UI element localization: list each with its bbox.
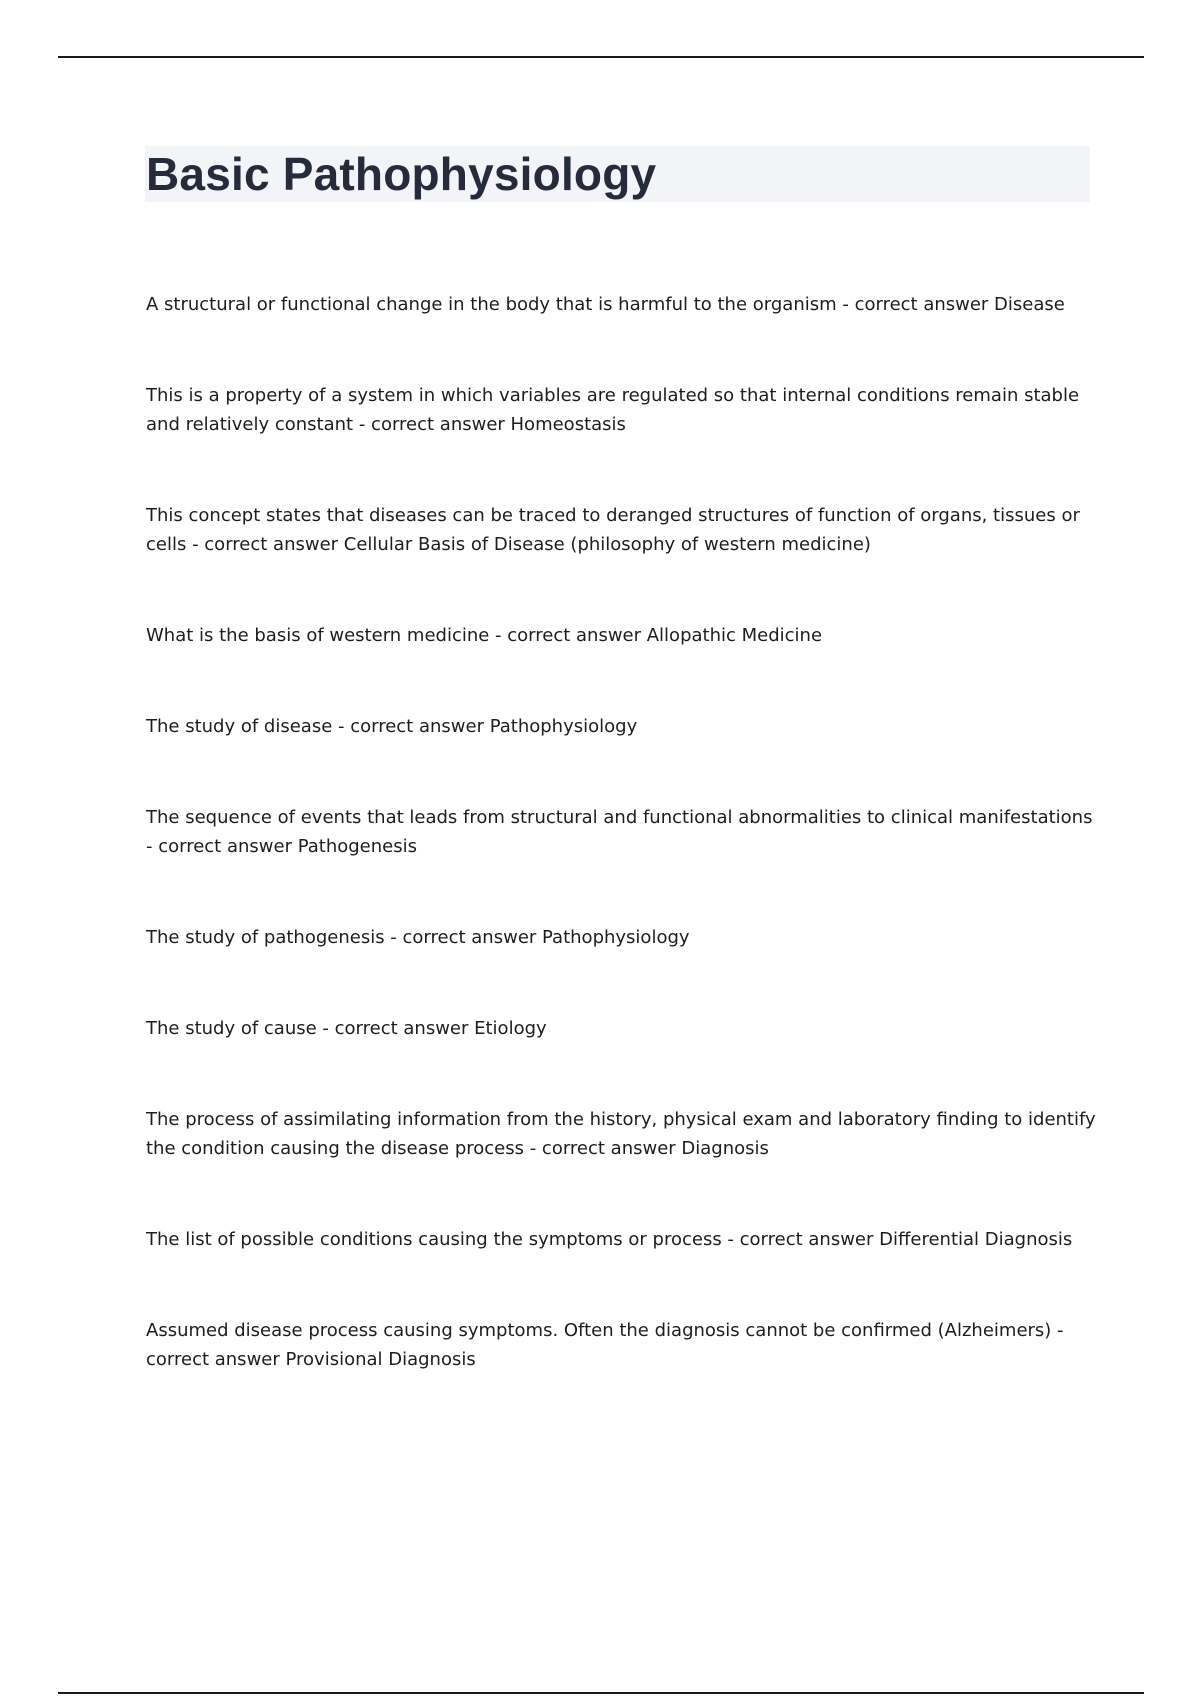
qa-entry-study-of-pathogenesis: The study of pathogenesis - correct answer Pathophysiology [146,927,690,948]
qa-entry-cellular-basis: This concept states that diseases can be traced to deranged structures of function of organs, tissues or cells - correct answer Cellular Basis of Disease (philosophy of western medicine) [146,505,1080,555]
qa-entry-etiology: The study of cause - correct answer Etiology [146,1018,547,1039]
qa-entry-provisional-diagnosis: Assumed disease process causing symptoms. Often the diagnosis cannot be confirmed (Alzheimers) - correct answer Provisional Diagnosis [146,1320,1064,1370]
bottom-rule [58,1692,1144,1694]
page-title: Basic Pathophysiology [146,148,657,200]
qa-entry-differential-diagnosis: The list of possible conditions causing the symptoms or process - correct answer Differential Diagnosis [146,1229,1073,1250]
qa-entry-homeostasis: This is a property of a system in which variables are regulated so that internal conditions remain stable and relatively constant - correct answer Homeostasis [146,385,1080,435]
qa-list [146,290,1096,1436]
qa-entry-allopathic: What is the basis of western medicine - correct answer Allopathic Medicine [146,625,823,646]
qa-entry-disease: A structural or functional change in the body that is harmful to the organism - correct answer Disease [146,294,1065,315]
top-rule [58,56,1144,58]
qa-entry-pathogenesis: The sequence of events that leads from structural and functional abnormalities to clinical manifestations - correct answer Pathogenesis [146,807,1093,857]
qa-entry-diagnosis: The process of assimilating information from the history, physical exam and laboratory finding to identify the condition causing the disease process - correct answer Diagnosis [146,1109,1096,1159]
qa-entry-study-of-disease: The study of disease - correct answer Pathophysiology [146,716,638,737]
